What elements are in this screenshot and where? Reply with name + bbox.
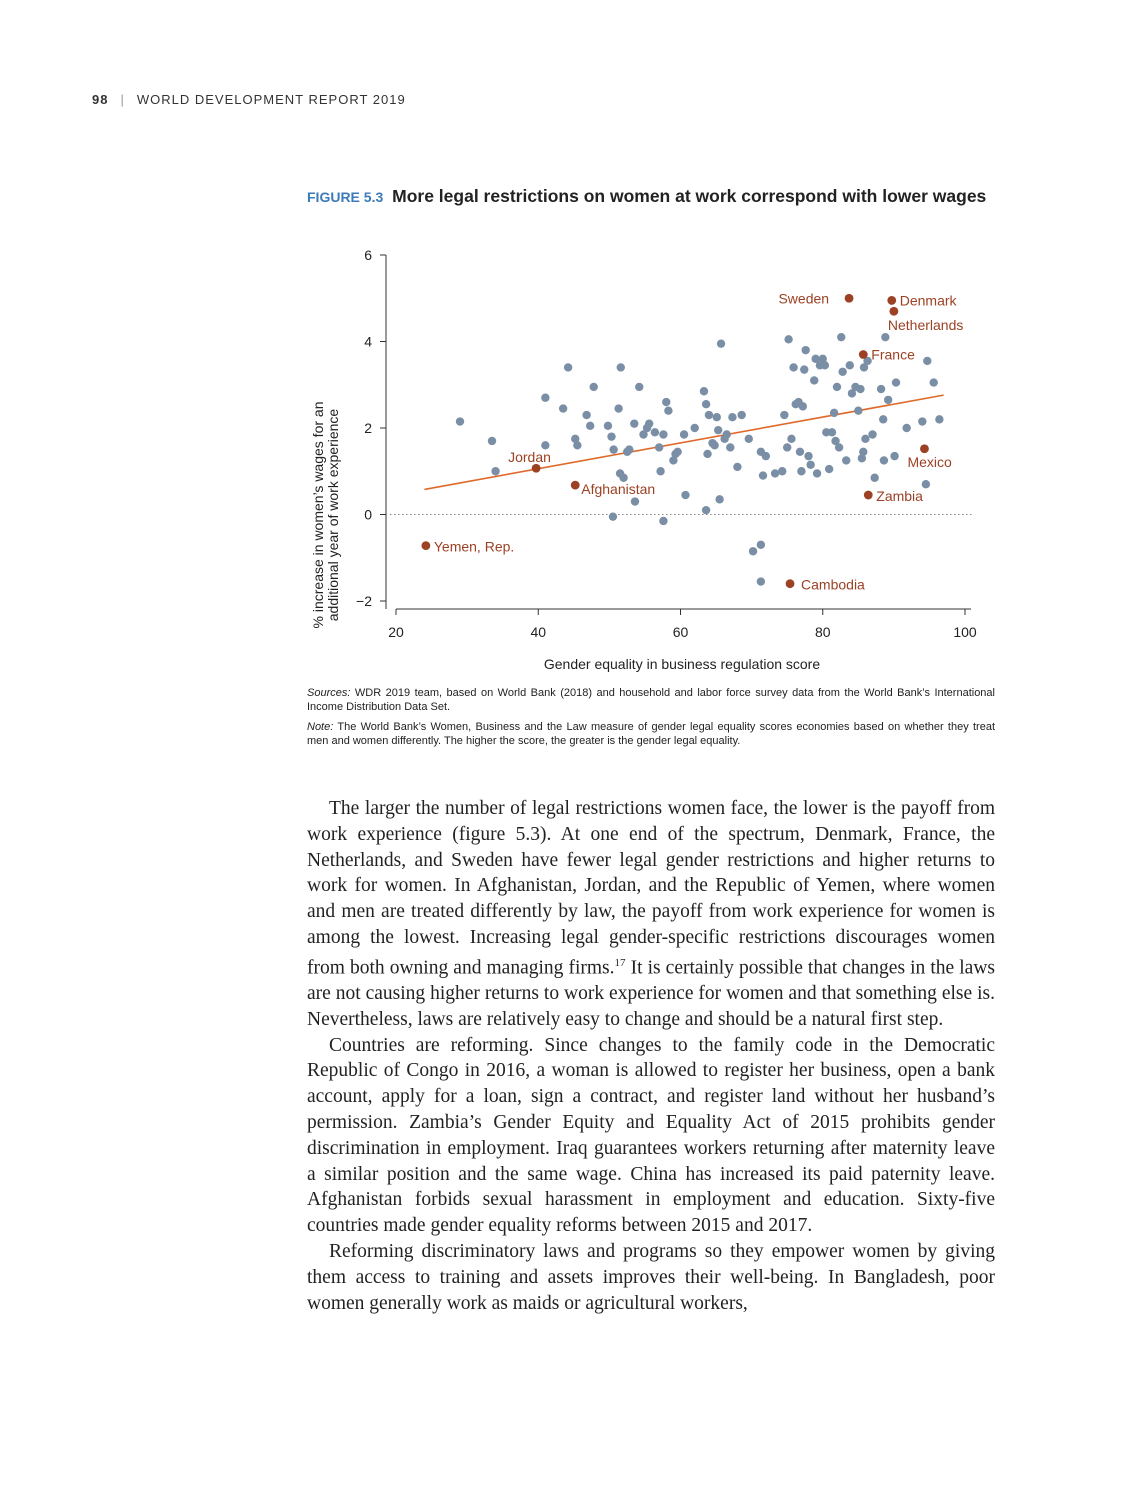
data-point bbox=[789, 363, 797, 371]
footnote-ref: 17 bbox=[614, 956, 626, 969]
data-point bbox=[714, 426, 722, 434]
highlighted-point bbox=[864, 491, 873, 500]
data-point bbox=[723, 430, 731, 438]
data-point bbox=[856, 385, 864, 393]
y-axis-label-line1: % increase in women’s wages for an bbox=[310, 401, 326, 629]
x-tick-label: 60 bbox=[672, 624, 689, 640]
point-label: Zambia bbox=[876, 488, 923, 505]
data-point bbox=[635, 383, 643, 391]
data-point bbox=[784, 335, 792, 343]
data-point bbox=[804, 452, 812, 460]
data-point bbox=[759, 471, 767, 479]
data-point bbox=[796, 448, 804, 456]
sources-note bbox=[307, 686, 995, 714]
data-point bbox=[691, 424, 699, 432]
data-point bbox=[880, 456, 888, 464]
point-label: Yemen, Rep. bbox=[433, 538, 515, 555]
data-point bbox=[892, 378, 900, 386]
y-tick-label: 2 bbox=[364, 420, 372, 436]
data-point bbox=[842, 456, 850, 464]
data-point bbox=[700, 387, 708, 395]
body-text bbox=[307, 796, 995, 1316]
data-point bbox=[604, 422, 612, 430]
data-point bbox=[582, 411, 590, 419]
x-tick-label: 40 bbox=[530, 624, 547, 640]
data-point bbox=[935, 415, 943, 423]
x-tick-label: 80 bbox=[814, 624, 831, 640]
data-point bbox=[835, 443, 843, 451]
chart-axes bbox=[356, 247, 977, 640]
data-point bbox=[703, 450, 711, 458]
data-point bbox=[757, 577, 765, 585]
data-point bbox=[859, 448, 867, 456]
data-point bbox=[559, 404, 567, 412]
data-point bbox=[631, 497, 639, 505]
data-point bbox=[726, 443, 734, 451]
data-point bbox=[673, 448, 681, 456]
point-label: Cambodia bbox=[801, 576, 865, 593]
scatter-chart bbox=[300, 238, 1000, 678]
data-point bbox=[702, 506, 710, 514]
point-label: Denmark bbox=[899, 292, 957, 309]
data-point bbox=[645, 419, 653, 427]
y-tick-label: 6 bbox=[364, 247, 372, 263]
data-point bbox=[799, 402, 807, 410]
data-point bbox=[614, 404, 622, 412]
point-label: Netherlands bbox=[887, 317, 964, 334]
data-point bbox=[778, 467, 786, 475]
data-point bbox=[837, 333, 845, 341]
highlighted-point bbox=[845, 294, 854, 303]
sources-text: WDR 2019 team, based on World Bank (2018) and household and labor force survey data from the World Bank’s International Income Distribution Data Set. bbox=[307, 687, 995, 713]
data-point bbox=[923, 357, 931, 365]
data-point bbox=[870, 474, 878, 482]
data-point bbox=[801, 346, 809, 354]
data-point bbox=[491, 467, 499, 475]
data-point bbox=[630, 419, 638, 427]
data-point bbox=[586, 422, 594, 430]
data-point bbox=[651, 428, 659, 436]
data-point bbox=[881, 333, 889, 341]
data-point bbox=[902, 424, 910, 432]
point-label: Sweden bbox=[778, 290, 830, 307]
paragraph-1-part-b: It is certainly possible that changes in the laws are not causing higher returns to work experience for women and that something else is. Nevertheless, laws are relatively easy to change and should be a natural first step. bbox=[307, 957, 995, 1030]
data-point bbox=[623, 448, 631, 456]
y-tick-label: 0 bbox=[364, 506, 372, 523]
data-point bbox=[607, 432, 615, 440]
paragraph-3: Reforming discriminatory laws and programs so they empower women by giving them access to training and assets improves their well-being. In Bangladesh, poor women generally work as maids or agricultural workers, bbox=[307, 1241, 995, 1314]
data-point bbox=[930, 378, 938, 386]
point-label: France bbox=[871, 346, 915, 363]
data-point bbox=[715, 495, 723, 503]
data-point bbox=[830, 409, 838, 417]
data-point bbox=[655, 443, 663, 451]
highlighted-point bbox=[920, 444, 929, 453]
y-axis-label-line2: additional year of work experience bbox=[325, 408, 341, 622]
data-point bbox=[541, 394, 549, 402]
data-point bbox=[573, 441, 581, 449]
data-point bbox=[728, 413, 736, 421]
data-point bbox=[771, 469, 779, 477]
data-point bbox=[810, 376, 818, 384]
data-point bbox=[918, 417, 926, 425]
data-point bbox=[879, 415, 887, 423]
data-point bbox=[609, 512, 617, 520]
data-point bbox=[717, 339, 725, 347]
header-separator: | bbox=[120, 92, 125, 107]
x-axis-label: Gender equality in business regulation score bbox=[543, 656, 821, 672]
highlighted-point bbox=[889, 307, 898, 316]
data-point bbox=[800, 365, 808, 373]
data-point bbox=[680, 430, 688, 438]
data-point bbox=[797, 467, 805, 475]
point-label: Mexico bbox=[907, 453, 952, 470]
figure-notes bbox=[307, 686, 995, 754]
data-point bbox=[659, 430, 667, 438]
note-text: The World Bank’s Women, Business and the Law measure of gender legal equality scores economies based on whether they treat men and women differently. The higher the score, the greater is the gender legal equality. bbox=[307, 721, 995, 747]
data-point bbox=[713, 413, 721, 421]
point-label: Jordan bbox=[508, 449, 551, 466]
y-tick-label: −2 bbox=[356, 593, 372, 609]
highlighted-point bbox=[859, 350, 868, 359]
data-point bbox=[745, 435, 753, 443]
data-point bbox=[681, 491, 689, 499]
highlighted-point bbox=[887, 296, 896, 305]
data-point bbox=[787, 435, 795, 443]
data-point bbox=[488, 437, 496, 445]
data-point bbox=[590, 383, 598, 391]
data-point bbox=[833, 383, 841, 391]
data-point bbox=[780, 411, 788, 419]
note bbox=[307, 720, 995, 748]
point-label: Afghanistan bbox=[581, 481, 656, 498]
figure-title-text: More legal restrictions on women at work correspond with lower wages bbox=[392, 186, 987, 206]
data-point bbox=[846, 361, 854, 369]
highlighted-point bbox=[421, 541, 430, 550]
data-point bbox=[749, 547, 757, 555]
data-point bbox=[656, 467, 664, 475]
paragraph-2: Countries are reforming. Since changes to the family code in the Democratic Republic of Congo in 2016, a woman is allowed to register her business, open a bank account, apply for a loan, sign a contract, and register land without her husband’s permission. Zambia’s Gender Equity and Equality Act of 2015 prohibits gender discrimination in employment. Iraq guarantees workers returning after maternity leave a similar position and the same wage. China has increased its paid paternity leave. Afghanistan forbids sexual harassment in employment and education. Sixty-five countries made gender equality reforms between 2015 and 2017. bbox=[307, 1034, 995, 1237]
data-point bbox=[662, 398, 670, 406]
y-tick-label: 4 bbox=[364, 333, 372, 350]
highlighted-point bbox=[571, 481, 580, 490]
data-point bbox=[609, 445, 617, 453]
data-point bbox=[705, 411, 713, 419]
data-point bbox=[783, 443, 791, 451]
data-point bbox=[664, 407, 672, 415]
data-point bbox=[838, 368, 846, 376]
data-point bbox=[813, 469, 821, 477]
data-point bbox=[710, 441, 718, 449]
data-point bbox=[825, 465, 833, 473]
data-point bbox=[890, 452, 898, 460]
data-point bbox=[821, 361, 829, 369]
running-header bbox=[92, 92, 406, 107]
data-point bbox=[659, 517, 667, 525]
data-point bbox=[854, 407, 862, 415]
paragraph-1-part-a: The larger the number of legal restrictions women face, the lower is the payoff from work experience (figure 5.3). At one end of the spectrum, Denmark, France, the Netherlands, and Sweden have fewer legal gender restrictions and higher returns to work for women. In Afghanistan, Jordan, and the Republic of Yemen, where women and men are treated differently by law, the payoff from work experience for women is among the lowest. Increasing legal gender-specific restrictions discourages women from both owning and managing firms. bbox=[307, 798, 995, 979]
data-point bbox=[757, 541, 765, 549]
figure-title bbox=[307, 184, 997, 209]
sources-label: Sources: bbox=[307, 687, 351, 699]
y-axis-label bbox=[310, 402, 341, 629]
data-point bbox=[733, 463, 741, 471]
data-point bbox=[877, 385, 885, 393]
highlighted-point bbox=[786, 579, 795, 588]
data-point bbox=[868, 430, 876, 438]
data-point bbox=[828, 428, 836, 436]
data-point bbox=[884, 396, 892, 404]
data-point bbox=[564, 363, 572, 371]
report-title: WORLD DEVELOPMENT REPORT 2019 bbox=[136, 92, 406, 107]
data-point bbox=[702, 400, 710, 408]
page-number: 98 bbox=[92, 92, 109, 107]
data-point bbox=[806, 461, 814, 469]
data-point bbox=[762, 452, 770, 460]
data-point bbox=[617, 363, 625, 371]
x-tick-label: 20 bbox=[388, 624, 404, 640]
data-point bbox=[861, 435, 869, 443]
note-label: Note: bbox=[307, 721, 334, 733]
data-point bbox=[737, 411, 745, 419]
paragraph-1 bbox=[307, 796, 995, 1033]
figure-label: FIGURE 5.3 bbox=[307, 189, 384, 205]
data-point bbox=[456, 417, 464, 425]
x-tick-label: 100 bbox=[953, 624, 977, 640]
